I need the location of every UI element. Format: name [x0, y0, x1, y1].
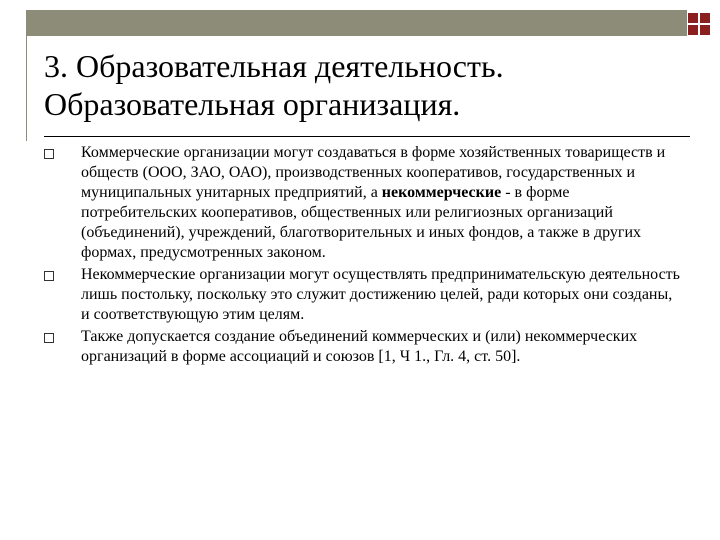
corner-squares-decoration	[687, 10, 713, 38]
bullet-item-associations	[44, 327, 684, 367]
top-decorative-bar	[26, 10, 687, 36]
bullet-text: Также допускается создание объединений коммерческих и (или) некоммерческих организаций в форме ассоциаций и союзов [1, Ч 1., Гл. 4, ст. 50].	[81, 328, 638, 365]
bullet-item-commercial	[44, 143, 684, 263]
slide-title-line-2: Образовательная организация.	[44, 86, 461, 122]
bullet-text-bold: некоммерческие	[381, 184, 502, 201]
corner-square-icon	[700, 13, 710, 23]
square-bullet-icon	[44, 271, 54, 281]
square-bullet-icon	[44, 149, 54, 159]
slide-title-line-1: 3. Образовательная деятельность.	[44, 48, 504, 84]
title-divider	[44, 136, 690, 137]
left-vertical-rule	[26, 36, 27, 141]
square-bullet-icon	[44, 333, 54, 343]
bullet-text	[81, 144, 665, 261]
bullet-text: Некоммерческие организации могут осуществлять предпринимательскую деятельность лишь постольку, поскольку это служит достижению целей, ради которых они созданы, и соответствующую этим целям.	[81, 266, 680, 323]
bullet-list	[44, 143, 684, 369]
slide-title	[44, 47, 684, 123]
corner-square-icon	[688, 13, 698, 23]
corner-square-icon	[688, 25, 698, 35]
bullet-text-part: Коммерческие организации могут создаваться в форме хозяйственных товариществ и обществ (ООО, ЗАО, ОАО), производственных кооперативов, государственных и муниципальных унитарных предприятий, а	[81, 144, 666, 201]
bullet-text-part: - в форме потребительских кооперативов, общественных или религиозных организаций (объединений), учреждений, благотворительных и иных фондов, а также в других формах, предусмотренных законом.	[81, 184, 641, 261]
bullet-item-noncommercial	[44, 265, 684, 325]
corner-square-icon	[700, 25, 710, 35]
